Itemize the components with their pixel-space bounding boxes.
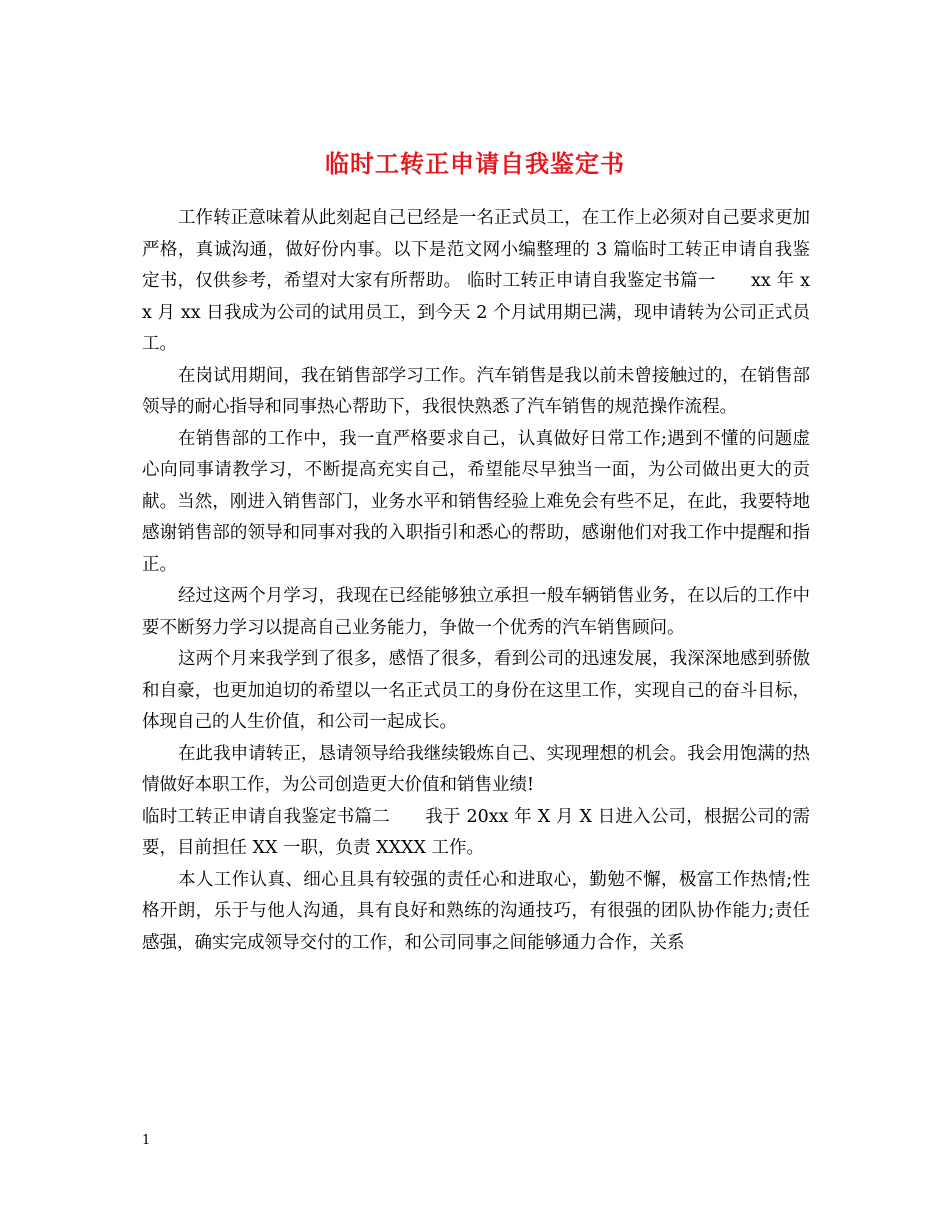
paragraph: 临时工转正申请自我鉴定书篇二 我于 20xx 年 X 月 X 日进入公司，根据公司的需要，目前担任 XX 一职，负责 XXXX 工作。 xyxy=(142,806,810,858)
paragraph: 本人工作认真、细心且具有较强的责任心和进取心，勤勉不懈，极富工作热情;性格开朗，乐于与他人沟通，具有良好和熟练的沟通技巧，有很强的团队协作能力;责任感强，确实完成领导交付的工作，和公司同事之间能够通力合作，关系 xyxy=(142,869,810,953)
document-title: 临时工转正申请自我鉴定书 xyxy=(325,149,625,179)
document-body xyxy=(142,203,810,1123)
paragraph: 在销售部的工作中，我一直严格要求自己，认真做好日常工作;遇到不懂的问题虚心向同事请教学习，不断提高充实自己，希望能尽早独当一面，为公司做出更大的贡献。当然，刚进入销售部门，业务水平和销售经验上难免会有些不足，在此，我要特地感谢销售部的领导和同事对我的入职指引和悉心的帮助，感谢他们对我工作中提醒和指正。 xyxy=(142,428,810,575)
paragraph: 在此我申请转正，恳请领导给我继续锻炼自己、实现理想的机会。我会用饱满的热情做好本职工作，为公司创造更大价值和销售业绩! xyxy=(142,743,810,795)
paragraph: 经过这两个月学习，我现在已经能够独立承担一般车辆销售业务，在以后的工作中要不断努力学习以提高自己业务能力，争做一个优秀的汽车销售顾问。 xyxy=(142,586,810,638)
paragraph: 这两个月来我学到了很多，感悟了很多，看到公司的迅速发展，我深深地感到骄傲和自豪，也更加迫切的希望以一名正式员工的身份在这里工作，实现自己的奋斗目标，体现自己的人生价值，和公司一起成长。 xyxy=(142,649,810,732)
paragraph: 工作转正意味着从此刻起自己已经是一名正式员工，在工作上必须对自己要求更加严格，真诚沟通，做好份内事。以下是范文网小编整理的 3 篇临时工转正申请自我鉴定书，仅供参考，希望对大家有所帮助。 临时工转正申请自我鉴定书篇一 xx 年 xx 月 xx 日我成为公司的试用员工，到今天 2 个月试用期已满，现申请转为公司正式员工。 xyxy=(142,208,810,354)
paragraph: 在岗试用期间，我在销售部学习工作。汽车销售是我以前未曾接触过的，在销售部领导的耐心指导和同事热心帮助下，我很快熟悉了汽车销售的规范操作流程。 xyxy=(142,365,810,417)
page-number: 1 xyxy=(142,1133,151,1148)
